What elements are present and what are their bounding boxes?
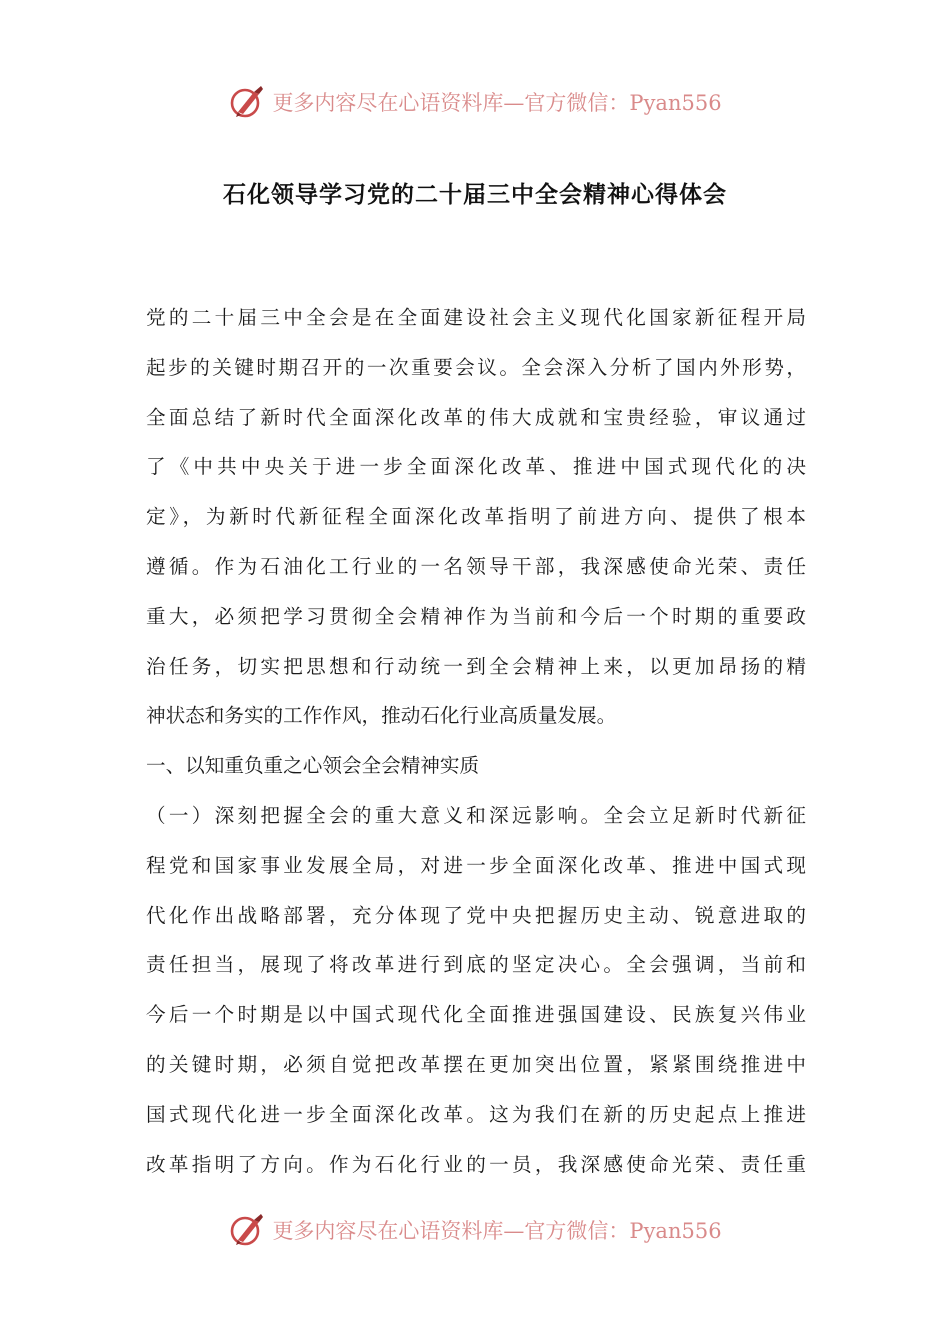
body-line: 治任务，切实把思想和行动统一到全会精神上来，以更加昂扬的精 [146,654,806,678]
body-line: （一）深刻把握全会的重大意义和深远影响。全会立足新时代新征 [146,803,806,827]
body-line: 重大，必须把学习贯彻全会精神作为当前和今后一个时期的重要政 [146,604,806,628]
body-line: 起步的关键时期召开的一次重要会议。全会深入分析了国内外形势， [146,355,806,379]
body-line: 改革指明了方向。作为石化行业的一员，我深感使命光荣、责任重 [146,1152,806,1176]
body-line: 的关键时期，必须自觉把改革摆在更加突出位置，紧紧围绕推进中 [146,1052,806,1076]
footer-watermark [0,1208,950,1252]
watermark-text: 更多内容尽在心语资料库—官方微信：Pyan556 [272,1219,722,1243]
pen-logo-icon [228,82,268,122]
body-line: 定》，为新时代新征程全面深化改革指明了前进方向、提供了根本 [146,505,806,529]
body-line: 全面总结了新时代全面深化改革的伟大成就和宝贵经验，审议通过 [146,405,806,429]
document-title: 石化领导学习党的二十届三中全会精神心得体会 [223,182,727,208]
body-line: 责任担当，展现了将改革进行到底的坚定决心。全会强调，当前和 [146,953,806,977]
body-line: 党的二十届三中全会是在全面建设社会主义现代化国家新征程开局 [146,306,806,329]
pen-logo-icon [228,1210,268,1250]
document-body [146,293,806,1189]
body-line: 神状态和务实的工作作风，推动石化行业高质量发展。 [146,704,617,728]
body-line: 今后一个时期是以中国式现代化全面推进强国建设、民族复兴伟业 [146,1003,806,1027]
body-line: 程党和国家事业发展全局，对进一步全面深化改革、推进中国式现 [146,853,806,877]
body-line: 代化作出战略部署，充分体现了党中央把握历史主动、锐意进取的 [146,903,806,927]
body-line: 遵循。作为石油化工行业的一名领导干部，我深感使命光荣、责任 [146,554,806,578]
section-heading: 一、以知重负重之心领会全会精神实质 [146,754,480,778]
watermark-text: 更多内容尽在心语资料库—官方微信：Pyan556 [272,91,722,115]
body-line: 国式现代化进一步全面深化改革。这为我们在新的历史起点上推进 [146,1102,806,1126]
body-line: 了《中共中央关于进一步全面深化改革、推进中国式现代化的决 [146,455,806,479]
header-watermark [0,80,950,124]
